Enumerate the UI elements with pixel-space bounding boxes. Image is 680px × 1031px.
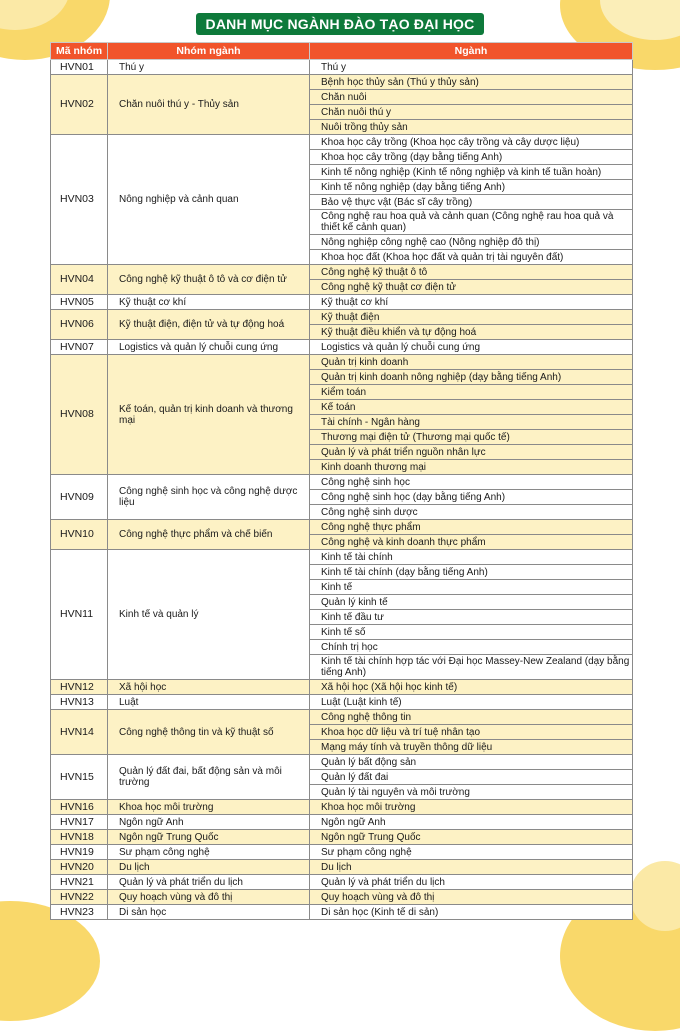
table-row	[51, 265, 633, 280]
major-cell: Khoa học đất (Khoa học đất và quản trị tài nguyên đất)	[310, 250, 633, 265]
group-name-cell: Kỹ thuật điện, điện tử và tự động hoá	[108, 310, 310, 340]
group-name-cell: Thú y	[108, 60, 310, 75]
group-code-cell: HVN03	[51, 135, 108, 265]
major-cell: Quản lý bất động sản	[310, 755, 633, 770]
group-name-cell: Quản lý đất đai, bất động sản và môi trường	[108, 755, 310, 800]
major-cell: Chăn nuôi	[310, 90, 633, 105]
group-name-cell: Du lịch	[108, 860, 310, 875]
major-cell: Quản lý đất đai	[310, 770, 633, 785]
group-name-cell: Luật	[108, 695, 310, 710]
group-code-cell: HVN22	[51, 890, 108, 905]
major-cell: Du lịch	[310, 860, 633, 875]
table-row	[51, 890, 633, 905]
header-code: Mã nhóm	[51, 43, 108, 60]
group-code-cell: HVN12	[51, 680, 108, 695]
group-code-cell: HVN18	[51, 830, 108, 845]
table-row	[51, 845, 633, 860]
major-cell: Ngôn ngữ Anh	[310, 815, 633, 830]
major-cell: Mạng máy tính và truyền thông dữ liệu	[310, 740, 633, 755]
table-row	[51, 60, 633, 75]
major-cell: Kinh tế nông nghiệp (dạy bằng tiếng Anh)	[310, 180, 633, 195]
major-cell: Quản trị kinh doanh	[310, 355, 633, 370]
table-row	[51, 860, 633, 875]
major-cell: Công nghệ thông tin	[310, 710, 633, 725]
group-code-cell: HVN19	[51, 845, 108, 860]
major-cell: Bệnh học thủy sản (Thú y thủy sản)	[310, 75, 633, 90]
group-code-cell: HVN07	[51, 340, 108, 355]
major-cell: Bảo vệ thực vật (Bác sĩ cây trồng)	[310, 195, 633, 210]
group-name-cell: Kỹ thuật cơ khí	[108, 295, 310, 310]
major-cell: Di sản học (Kinh tế di sản)	[310, 905, 633, 920]
table-row	[51, 550, 633, 565]
table-row	[51, 75, 633, 90]
table-row	[51, 875, 633, 890]
major-cell: Ngôn ngữ Trung Quốc	[310, 830, 633, 845]
group-code-cell: HVN16	[51, 800, 108, 815]
group-code-cell: HVN23	[51, 905, 108, 920]
major-cell: Kinh tế tài chính hợp tác với Đại học Massey-New Zealand (dạy bằng tiếng Anh)	[310, 655, 633, 680]
major-cell: Công nghệ thực phẩm	[310, 520, 633, 535]
major-cell: Luật (Luật kinh tế)	[310, 695, 633, 710]
group-name-cell: Sư phạm công nghệ	[108, 845, 310, 860]
table-row	[51, 680, 633, 695]
major-cell: Kinh tế tài chính	[310, 550, 633, 565]
group-code-cell: HVN11	[51, 550, 108, 680]
table-body	[51, 60, 633, 920]
header-major: Ngành	[310, 43, 633, 60]
major-cell: Kinh tế nông nghiệp (Kinh tế nông nghiệp và kinh tế tuần hoàn)	[310, 165, 633, 180]
major-cell: Kinh tế số	[310, 625, 633, 640]
group-name-cell: Logistics và quản lý chuỗi cung ứng	[108, 340, 310, 355]
major-cell: Công nghệ rau hoa quả và cảnh quan (Công nghệ rau hoa quả và thiết kế cảnh quan)	[310, 210, 633, 235]
major-cell: Quản lý và phát triển du lịch	[310, 875, 633, 890]
major-cell: Công nghệ sinh học (dạy bằng tiếng Anh)	[310, 490, 633, 505]
group-name-cell: Khoa học môi trường	[108, 800, 310, 815]
group-name-cell: Công nghệ kỹ thuật ô tô và cơ điện tử	[108, 265, 310, 295]
group-code-cell: HVN01	[51, 60, 108, 75]
group-code-cell: HVN13	[51, 695, 108, 710]
group-name-cell: Kinh tế và quản lý	[108, 550, 310, 680]
group-name-cell: Nông nghiệp và cảnh quan	[108, 135, 310, 265]
major-cell: Tài chính - Ngân hàng	[310, 415, 633, 430]
table-header-row	[51, 43, 633, 60]
table-row	[51, 695, 633, 710]
major-cell: Kỹ thuật điều khiển và tự động hoá	[310, 325, 633, 340]
major-cell: Nông nghiệp công nghệ cao (Nông nghiệp đô thị)	[310, 235, 633, 250]
major-cell: Kinh tế đầu tư	[310, 610, 633, 625]
group-code-cell: HVN10	[51, 520, 108, 550]
major-cell: Công nghệ sinh học	[310, 475, 633, 490]
major-cell: Quản lý và phát triển nguồn nhân lực	[310, 445, 633, 460]
group-code-cell: HVN08	[51, 355, 108, 475]
table-row	[51, 520, 633, 535]
group-name-cell: Quy hoạch vùng và đô thị	[108, 890, 310, 905]
group-code-cell: HVN04	[51, 265, 108, 295]
major-cell: Kiểm toán	[310, 385, 633, 400]
group-code-cell: HVN02	[51, 75, 108, 135]
page-title: DANH MỤC NGÀNH ĐÀO TẠO ĐẠI HỌC	[196, 13, 484, 35]
major-cell: Chính trị học	[310, 640, 633, 655]
group-name-cell: Kế toán, quản trị kinh doanh và thương mại	[108, 355, 310, 475]
group-name-cell: Chăn nuôi thú y - Thủy sản	[108, 75, 310, 135]
group-name-cell: Công nghệ sinh học và công nghệ dược liệu	[108, 475, 310, 520]
group-code-cell: HVN20	[51, 860, 108, 875]
major-cell: Kỹ thuật cơ khí	[310, 295, 633, 310]
major-cell: Kỹ thuật điện	[310, 310, 633, 325]
table-row	[51, 355, 633, 370]
major-cell: Khoa học cây trồng (dạy bằng tiếng Anh)	[310, 150, 633, 165]
table-row	[51, 310, 633, 325]
major-cell: Kế toán	[310, 400, 633, 415]
major-cell: Công nghệ kỹ thuật cơ điện tử	[310, 280, 633, 295]
table-row	[51, 815, 633, 830]
major-cell: Quản lý kinh tế	[310, 595, 633, 610]
major-cell: Kinh tế	[310, 580, 633, 595]
major-cell: Khoa học môi trường	[310, 800, 633, 815]
major-cell: Công nghệ sinh dược	[310, 505, 633, 520]
majors-table	[50, 42, 633, 920]
major-cell: Quản lý tài nguyên và môi trường	[310, 785, 633, 800]
major-cell: Kinh tế tài chính (dạy bằng tiếng Anh)	[310, 565, 633, 580]
group-code-cell: HVN17	[51, 815, 108, 830]
group-name-cell: Công nghệ thông tin và kỹ thuật số	[108, 710, 310, 755]
group-code-cell: HVN15	[51, 755, 108, 800]
group-code-cell: HVN09	[51, 475, 108, 520]
group-code-cell: HVN14	[51, 710, 108, 755]
major-cell: Sư phạm công nghệ	[310, 845, 633, 860]
major-cell: Công nghệ và kinh doanh thực phẩm	[310, 535, 633, 550]
group-name-cell: Xã hội học	[108, 680, 310, 695]
table-row	[51, 475, 633, 490]
group-code-cell: HVN21	[51, 875, 108, 890]
table-row	[51, 755, 633, 770]
table-row	[51, 295, 633, 310]
major-cell: Công nghệ kỹ thuật ô tô	[310, 265, 633, 280]
table-row	[51, 905, 633, 920]
group-code-cell: HVN06	[51, 310, 108, 340]
group-name-cell: Quản lý và phát triển du lịch	[108, 875, 310, 890]
major-cell: Chăn nuôi thú y	[310, 105, 633, 120]
group-name-cell: Ngôn ngữ Anh	[108, 815, 310, 830]
group-name-cell: Di sản học	[108, 905, 310, 920]
table-row	[51, 830, 633, 845]
header-group: Nhóm ngành	[108, 43, 310, 60]
group-name-cell: Công nghệ thực phẩm và chế biến	[108, 520, 310, 550]
major-cell: Nuôi trồng thủy sản	[310, 120, 633, 135]
table-row	[51, 800, 633, 815]
table-row	[51, 340, 633, 355]
major-cell: Thú y	[310, 60, 633, 75]
major-cell: Logistics và quản lý chuỗi cung ứng	[310, 340, 633, 355]
major-cell: Thương mại điện tử (Thương mại quốc tế)	[310, 430, 633, 445]
major-cell: Khoa học dữ liệu và trí tuệ nhân tạo	[310, 725, 633, 740]
group-code-cell: HVN05	[51, 295, 108, 310]
major-cell: Quy hoạch vùng và đô thị	[310, 890, 633, 905]
major-cell: Xã hội học (Xã hội học kinh tế)	[310, 680, 633, 695]
major-cell: Kinh doanh thương mại	[310, 460, 633, 475]
table-row	[51, 710, 633, 725]
major-cell: Khoa học cây trồng (Khoa học cây trồng và cây dược liệu)	[310, 135, 633, 150]
major-cell: Quản trị kinh doanh nông nghiệp (dạy bằng tiếng Anh)	[310, 370, 633, 385]
group-name-cell: Ngôn ngữ Trung Quốc	[108, 830, 310, 845]
table-row	[51, 135, 633, 150]
